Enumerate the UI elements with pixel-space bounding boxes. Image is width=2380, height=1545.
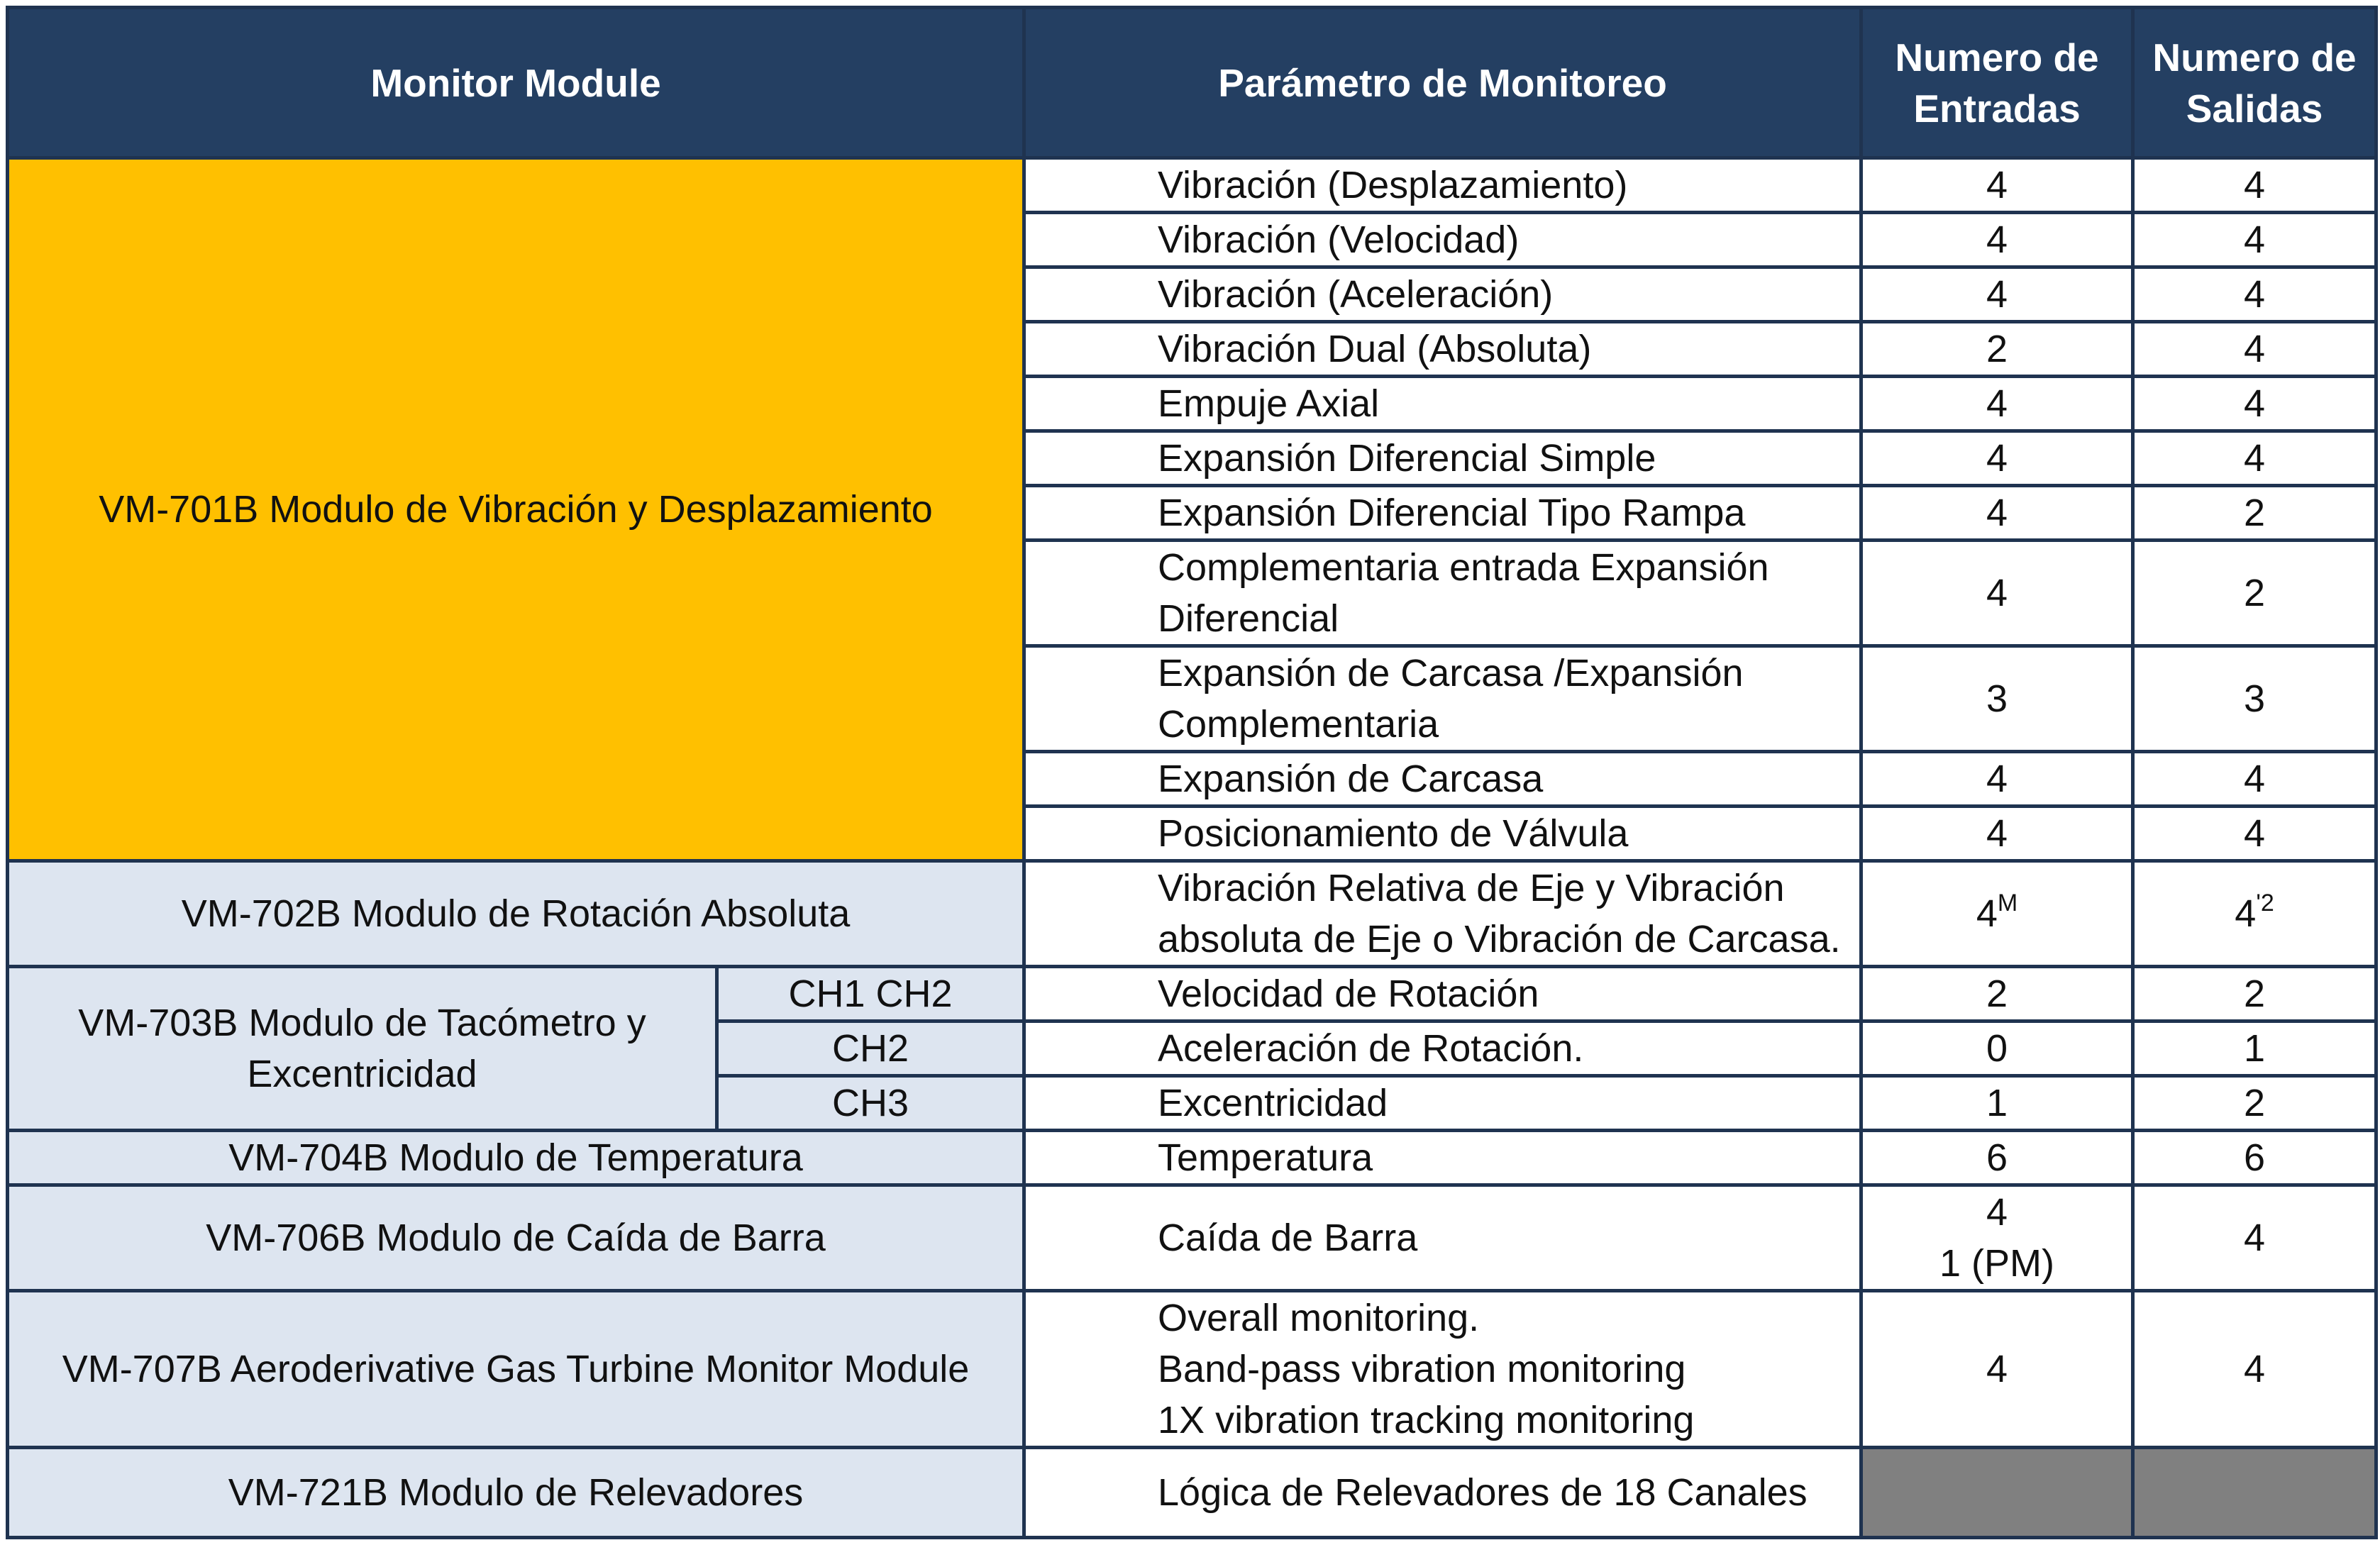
inputs-cell: 4 — [1861, 377, 2133, 431]
inputs-line: 1 (PM) — [1939, 1242, 2055, 1285]
parameter-cell: Temperatura — [1024, 1131, 1861, 1185]
module-vm701b: VM-701B Modulo de Vibración y Desplazamiento — [8, 158, 1024, 861]
parameter-cell: Excentricidad — [1024, 1076, 1861, 1131]
header-outputs-line2: Salidas — [2186, 86, 2323, 131]
parameter-line: Expansión de Carcasa /Expansión — [1158, 652, 1744, 694]
inputs-cell: 4 — [1861, 158, 2133, 213]
inputs-cell-na — [1861, 1448, 2133, 1538]
parameter-cell: Caída de Barra — [1024, 1185, 1861, 1291]
parameter-cell — [1024, 861, 1861, 967]
monitor-modules-table — [6, 6, 2378, 1539]
table-row — [8, 1448, 2376, 1538]
header-module: Monitor Module — [8, 8, 1024, 158]
outputs-cell: 2 — [2133, 967, 2376, 1021]
header-inputs-line1: Numero de — [1895, 35, 2099, 79]
table-row — [8, 1291, 2376, 1448]
table-header-row — [8, 8, 2376, 158]
parameter-line: Complementaria — [1158, 703, 1439, 746]
module-line: Excentricidad — [247, 1053, 477, 1095]
channel-cell: CH1 CH2 — [717, 967, 1024, 1021]
channel-cell: CH2 — [717, 1021, 1024, 1076]
inputs-cell: 4 — [1861, 1291, 2133, 1448]
inputs-cell: 4 — [1861, 752, 2133, 807]
module-vm704b: VM-704B Modulo de Temperatura — [8, 1131, 1024, 1185]
module-vm702b: VM-702B Modulo de Rotación Absoluta — [8, 861, 1024, 967]
parameter-cell: Vibración Dual (Absoluta) — [1024, 322, 1861, 377]
parameter-cell: Vibración (Desplazamiento) — [1024, 158, 1861, 213]
outputs-cell: 4 — [2133, 752, 2376, 807]
parameter-cell: Expansión Diferencial Simple — [1024, 431, 1861, 486]
parameter-line: Vibración Relativa de Eje y Vibración — [1158, 867, 1785, 909]
outputs-cell: 1 — [2133, 1021, 2376, 1076]
outputs-cell: 4 — [2133, 213, 2376, 267]
parameter-cell: Velocidad de Rotación — [1024, 967, 1861, 1021]
module-vm707b: VM-707B Aeroderivative Gas Turbine Monitor Module — [8, 1291, 1024, 1448]
channel-cell: CH3 — [717, 1076, 1024, 1131]
parameter-line: Complementaria entrada Expansión — [1158, 546, 1769, 589]
module-vm706b: VM-706B Modulo de Caída de Barra — [8, 1185, 1024, 1291]
header-parameter: Parámetro de Monitoreo — [1024, 8, 1861, 158]
inputs-cell: 4 — [1861, 213, 2133, 267]
parameter-cell: Expansión Diferencial Tipo Rampa — [1024, 486, 1861, 541]
parameter-cell: Posicionamiento de Válvula — [1024, 807, 1861, 861]
parameter-line: Band-pass vibration monitoring — [1158, 1348, 1686, 1390]
outputs-cell: 4 — [2133, 322, 2376, 377]
outputs-cell-na — [2133, 1448, 2376, 1538]
outputs-cell: 6 — [2133, 1131, 2376, 1185]
parameter-cell: Lógica de Relevadores de 18 Canales — [1024, 1448, 1861, 1538]
module-line: VM-703B Modulo de Tacómetro y — [78, 1002, 646, 1044]
outputs-value: 4 — [2235, 892, 2257, 935]
header-inputs — [1861, 8, 2133, 158]
header-inputs-line2: Entradas — [1913, 86, 2081, 131]
outputs-cell: 4 — [2133, 1185, 2376, 1291]
outputs-cell: 4 — [2133, 431, 2376, 486]
outputs-cell: 4 — [2133, 807, 2376, 861]
inputs-cell: 4 — [1861, 807, 2133, 861]
inputs-cell: 1 — [1861, 1076, 2133, 1131]
table-row — [8, 967, 2376, 1021]
parameter-cell: Vibración (Aceleración) — [1024, 267, 1861, 322]
inputs-cell — [1861, 1185, 2133, 1291]
header-outputs — [2133, 8, 2376, 158]
inputs-value: 4 — [1976, 892, 1998, 935]
inputs-cell: 2 — [1861, 967, 2133, 1021]
inputs-cell — [1861, 861, 2133, 967]
table-row — [8, 861, 2376, 967]
inputs-cell: 0 — [1861, 1021, 2133, 1076]
outputs-cell: 4 — [2133, 267, 2376, 322]
module-vm721b: VM-721B Modulo de Relevadores — [8, 1448, 1024, 1538]
outputs-cell: 2 — [2133, 541, 2376, 646]
outputs-cell — [2133, 861, 2376, 967]
inputs-cell: 4 — [1861, 486, 2133, 541]
inputs-line: 4 — [1986, 1191, 2008, 1234]
table-row — [8, 158, 2376, 213]
outputs-cell: 2 — [2133, 1076, 2376, 1131]
parameter-cell: Empuje Axial — [1024, 377, 1861, 431]
header-outputs-line1: Numero de — [2152, 35, 2357, 79]
parameter-cell — [1024, 646, 1861, 752]
parameter-line: Overall monitoring. — [1158, 1297, 1480, 1339]
inputs-superscript: M — [1997, 890, 2018, 917]
inputs-cell: 4 — [1861, 541, 2133, 646]
parameter-line: absoluta de Eje o Vibración de Carcasa. — [1158, 918, 1841, 960]
outputs-cell: 3 — [2133, 646, 2376, 752]
parameter-cell: Aceleración de Rotación. — [1024, 1021, 1861, 1076]
outputs-cell: 4 — [2133, 158, 2376, 213]
table-row — [8, 1131, 2376, 1185]
outputs-cell: 2 — [2133, 486, 2376, 541]
outputs-cell: 4 — [2133, 377, 2376, 431]
inputs-cell: 4 — [1861, 267, 2133, 322]
parameter-cell: Expansión de Carcasa — [1024, 752, 1861, 807]
inputs-cell: 4 — [1861, 431, 2133, 486]
table-row — [8, 1185, 2376, 1291]
parameter-cell: Vibración (Velocidad) — [1024, 213, 1861, 267]
inputs-cell: 3 — [1861, 646, 2133, 752]
parameter-cell — [1024, 541, 1861, 646]
inputs-cell: 6 — [1861, 1131, 2133, 1185]
outputs-superscript: '2 — [2256, 890, 2274, 917]
parameter-cell — [1024, 1291, 1861, 1448]
outputs-cell: 4 — [2133, 1291, 2376, 1448]
parameter-line: Diferencial — [1158, 597, 1339, 640]
inputs-cell: 2 — [1861, 322, 2133, 377]
module-vm703b — [8, 967, 717, 1131]
parameter-line: 1X vibration tracking monitoring — [1158, 1399, 1695, 1441]
